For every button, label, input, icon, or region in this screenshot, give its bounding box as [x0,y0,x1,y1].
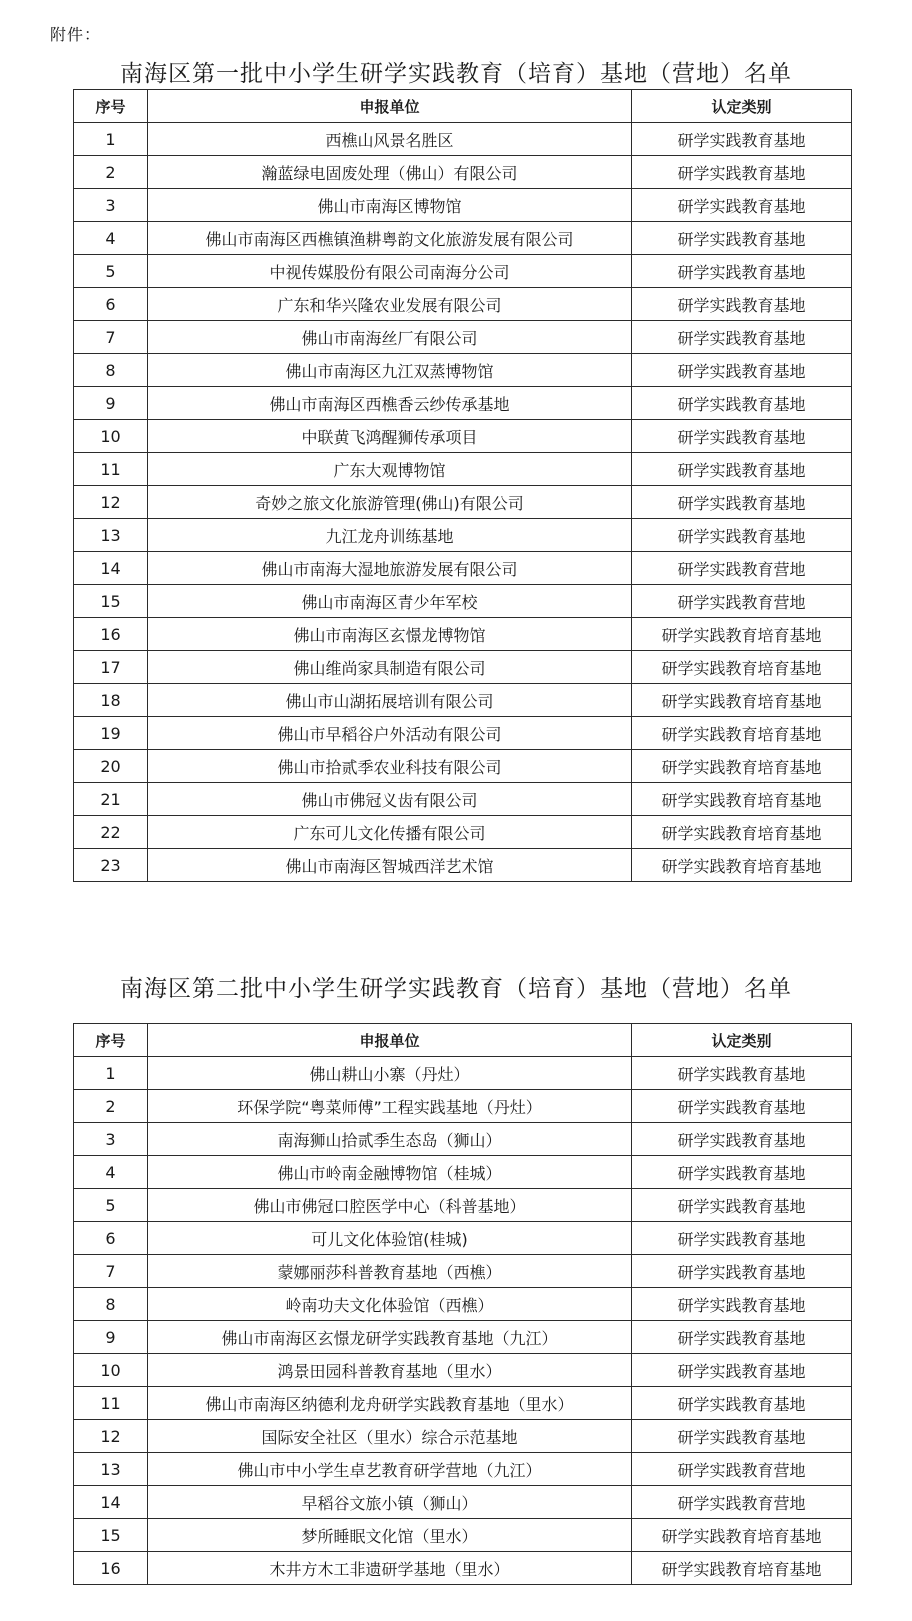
cell-unit: 佛山市南海大湿地旅游发展有限公司 [148,552,632,585]
cell-no: 12 [74,1420,148,1453]
cell-type: 研学实践教育基地 [632,1057,852,1090]
cell-type: 研学实践教育培育基地 [632,816,852,849]
cell-type: 研学实践教育培育基地 [632,717,852,750]
table-row [74,1222,852,1255]
cell-type: 研学实践教育基地 [632,1222,852,1255]
table-row [74,1090,852,1123]
cell-type: 研学实践教育基地 [632,453,852,486]
cell-no: 11 [74,453,148,486]
cell-type: 研学实践教育基地 [632,156,852,189]
cell-type: 研学实践教育基地 [632,1354,852,1387]
table-row [74,684,852,717]
table-row [74,1057,852,1090]
cell-type: 研学实践教育基地 [632,321,852,354]
cell-no: 16 [74,618,148,651]
cell-no: 11 [74,1387,148,1420]
table-header-row [74,90,852,123]
cell-type: 研学实践教育培育基地 [632,651,852,684]
cell-no: 13 [74,519,148,552]
table-row [74,288,852,321]
table-row [74,321,852,354]
cell-unit: 广东大观博物馆 [148,453,632,486]
batch2-rows [74,1057,852,1585]
table-header-row [74,1024,852,1057]
cell-unit: 中联黄飞鸿醒狮传承项目 [148,420,632,453]
cell-unit: 广东可儿文化传播有限公司 [148,816,632,849]
cell-type: 研学实践教育基地 [632,519,852,552]
cell-no: 23 [74,849,148,882]
table-row [74,453,852,486]
header-no: 序号 [74,1024,148,1057]
cell-unit: 西樵山风景名胜区 [148,123,632,156]
table-row [74,717,852,750]
cell-no: 18 [74,684,148,717]
cell-unit: 岭南功夫文化体验馆（西樵） [148,1288,632,1321]
cell-unit: 佛山市南海丝厂有限公司 [148,321,632,354]
cell-no: 5 [74,1189,148,1222]
cell-no: 8 [74,354,148,387]
cell-type: 研学实践教育基地 [632,1189,852,1222]
header-unit: 申报单位 [148,1024,632,1057]
cell-type: 研学实践教育基地 [632,1420,852,1453]
table-row [74,486,852,519]
table-row [74,420,852,453]
table-row [74,1420,852,1453]
cell-type: 研学实践教育基地 [632,1090,852,1123]
table-row [74,651,852,684]
table-row [74,156,852,189]
cell-type: 研学实践教育基地 [632,123,852,156]
cell-unit: 佛山市佛冠口腔医学中心（科普基地） [148,1189,632,1222]
cell-type: 研学实践教育培育基地 [632,1519,852,1552]
cell-type: 研学实践教育基地 [632,387,852,420]
cell-type: 研学实践教育培育基地 [632,618,852,651]
cell-type: 研学实践教育基地 [632,255,852,288]
cell-unit: 中视传媒股份有限公司南海分公司 [148,255,632,288]
table-row [74,1189,852,1222]
cell-unit: 佛山市早稻谷户外活动有限公司 [148,717,632,750]
table-row [74,1255,852,1288]
cell-unit: 佛山市中小学生卓艺教育研学营地（九江） [148,1453,632,1486]
batch1-title: 南海区第一批中小学生研学实践教育（培育）基地（营地）名单 [120,61,792,87]
table-row [74,1123,852,1156]
cell-unit: 佛山市南海区博物馆 [148,189,632,222]
table-row [74,354,852,387]
cell-unit: 鸿景田园科普教育基地（里水） [148,1354,632,1387]
cell-unit: 佛山市南海区纳德利龙舟研学实践教育基地（里水） [148,1387,632,1420]
cell-no: 6 [74,288,148,321]
cell-type: 研学实践教育培育基地 [632,750,852,783]
cell-no: 9 [74,387,148,420]
table-row [74,1321,852,1354]
cell-no: 5 [74,255,148,288]
cell-type: 研学实践教育基地 [632,1123,852,1156]
table-row [74,1519,852,1552]
cell-no: 1 [74,123,148,156]
cell-unit: 国际安全社区（里水）综合示范基地 [148,1420,632,1453]
table-row [74,816,852,849]
cell-unit: 奇妙之旅文化旅游管理(佛山)有限公司 [148,486,632,519]
cell-unit: 佛山市南海区九江双蒸博物馆 [148,354,632,387]
table-row [74,618,852,651]
cell-no: 6 [74,1222,148,1255]
table-row [74,1387,852,1420]
table-row [74,750,852,783]
cell-type: 研学实践教育基地 [632,288,852,321]
cell-no: 16 [74,1552,148,1585]
cell-no: 21 [74,783,148,816]
batch2-title: 南海区第二批中小学生研学实践教育（培育）基地（营地）名单 [120,976,792,1002]
cell-no: 9 [74,1321,148,1354]
cell-type: 研学实践教育培育基地 [632,1552,852,1585]
cell-no: 12 [74,486,148,519]
cell-unit: 环保学院“粤菜师傅”工程实践基地（丹灶） [148,1090,632,1123]
cell-no: 15 [74,1519,148,1552]
table-row [74,1288,852,1321]
cell-unit: 佛山市佛冠义齿有限公司 [148,783,632,816]
cell-type: 研学实践教育基地 [632,1156,852,1189]
table-row [74,123,852,156]
cell-type: 研学实践教育营地 [632,585,852,618]
attachment-label: 附件： [50,25,102,44]
cell-type: 研学实践教育培育基地 [632,684,852,717]
cell-type: 研学实践教育基地 [632,420,852,453]
cell-type: 研学实践教育营地 [632,1453,852,1486]
cell-no: 17 [74,651,148,684]
cell-no: 20 [74,750,148,783]
cell-unit: 佛山市南海区玄憬龙研学实践教育基地（九江） [148,1321,632,1354]
cell-unit: 早稻谷文旅小镇（狮山） [148,1486,632,1519]
cell-unit: 佛山市南海区智城西洋艺术馆 [148,849,632,882]
table-row [74,1354,852,1387]
cell-unit: 佛山市岭南金融博物馆（桂城） [148,1156,632,1189]
cell-unit: 可儿文化体验馆(桂城) [148,1222,632,1255]
header-type: 认定类别 [632,90,852,123]
table-row [74,255,852,288]
cell-type: 研学实践教育基地 [632,354,852,387]
cell-unit: 佛山市山湖拓展培训有限公司 [148,684,632,717]
header-type: 认定类别 [632,1024,852,1057]
cell-no: 19 [74,717,148,750]
cell-no: 14 [74,552,148,585]
cell-unit: 佛山市南海区西樵香云纱传承基地 [148,387,632,420]
cell-type: 研学实践教育基地 [632,189,852,222]
cell-unit: 九江龙舟训练基地 [148,519,632,552]
cell-type: 研学实践教育基地 [632,222,852,255]
cell-no: 13 [74,1453,148,1486]
table-row [74,222,852,255]
cell-type: 研学实践教育基地 [632,1255,852,1288]
table-row [74,552,852,585]
table-row [74,783,852,816]
cell-no: 10 [74,1354,148,1387]
table-row [74,1552,852,1585]
cell-unit: 佛山市南海区玄憬龙博物馆 [148,618,632,651]
cell-no: 4 [74,1156,148,1189]
cell-unit: 蒙娜丽莎科普教育基地（西樵） [148,1255,632,1288]
cell-type: 研学实践教育基地 [632,1387,852,1420]
cell-unit: 广东和华兴隆农业发展有限公司 [148,288,632,321]
cell-unit: 瀚蓝绿电固废处理（佛山）有限公司 [148,156,632,189]
cell-no: 1 [74,1057,148,1090]
cell-no: 7 [74,1255,148,1288]
table-row [74,1453,852,1486]
cell-unit: 佛山市南海区青少年军校 [148,585,632,618]
header-no: 序号 [74,90,148,123]
cell-no: 7 [74,321,148,354]
cell-unit: 佛山维尚家具制造有限公司 [148,651,632,684]
cell-unit: 佛山市南海区西樵镇渔耕粤韵文化旅游发展有限公司 [148,222,632,255]
cell-no: 3 [74,189,148,222]
table-row [74,849,852,882]
cell-no: 8 [74,1288,148,1321]
cell-no: 10 [74,420,148,453]
cell-no: 2 [74,1090,148,1123]
cell-no: 22 [74,816,148,849]
cell-type: 研学实践教育基地 [632,1288,852,1321]
table-row [74,387,852,420]
cell-unit: 木井方木工非遗研学基地（里水） [148,1552,632,1585]
cell-type: 研学实践教育培育基地 [632,783,852,816]
cell-type: 研学实践教育基地 [632,486,852,519]
cell-unit: 南海狮山拾贰季生态岛（狮山） [148,1123,632,1156]
batch1-table [73,89,852,882]
cell-unit: 佛山耕山小寨（丹灶） [148,1057,632,1090]
cell-no: 14 [74,1486,148,1519]
table-row [74,1156,852,1189]
batch1-rows [74,123,852,882]
batch2-table [73,1023,852,1585]
cell-type: 研学实践教育营地 [632,1486,852,1519]
cell-type: 研学实践教育基地 [632,1321,852,1354]
cell-no: 15 [74,585,148,618]
cell-unit: 佛山市拾贰季农业科技有限公司 [148,750,632,783]
cell-unit: 梦所睡眠文化馆（里水） [148,1519,632,1552]
table-row [74,519,852,552]
table-row [74,585,852,618]
cell-no: 3 [74,1123,148,1156]
table-row [74,189,852,222]
cell-no: 2 [74,156,148,189]
cell-no: 4 [74,222,148,255]
header-unit: 申报单位 [148,90,632,123]
cell-type: 研学实践教育营地 [632,552,852,585]
table-row [74,1486,852,1519]
cell-type: 研学实践教育培育基地 [632,849,852,882]
